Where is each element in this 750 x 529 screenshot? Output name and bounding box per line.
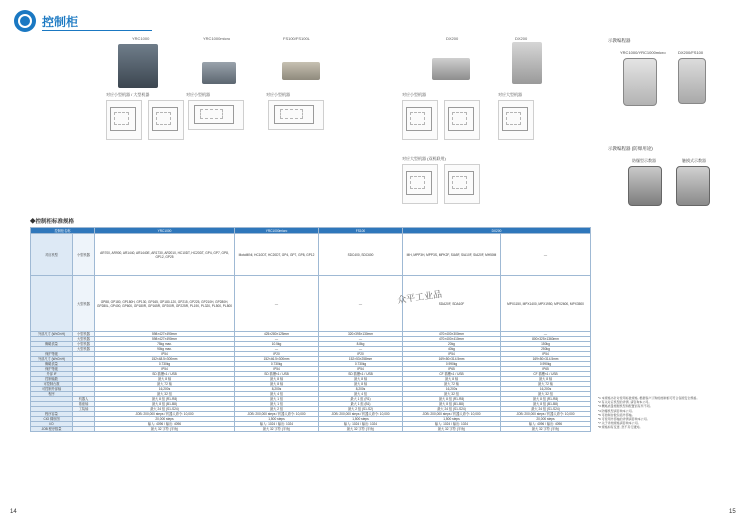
pendant-heading-2: 示教编程器 (防爆用途) [608, 146, 653, 151]
table-cell: 最大 8 轴 [235, 377, 319, 382]
controller-image-fs100 [282, 62, 320, 80]
table-cell: — [501, 332, 591, 337]
table-cell: — [501, 234, 591, 276]
product-name-2: YRC1000micro [203, 36, 231, 41]
table-cell: 最大 32 组 [403, 392, 501, 397]
table-cell: 0.730kg [319, 362, 403, 367]
table-cell: 输入: 1024 / 输出: 1024 [235, 422, 319, 427]
table-cell: 最大 32 字符 (半角) [235, 427, 319, 432]
row-category-cell: 可控制外部轴 [31, 387, 73, 392]
table-cell: 20kg [403, 342, 501, 347]
table-cell: 最大 8 组 (R1-R8) [95, 397, 235, 402]
dimension-drawing-1a [106, 100, 142, 140]
table-cell: IP20 [319, 352, 403, 357]
table-cell: 16,200s [501, 387, 591, 392]
table-cell: 最大 24 组 (S1-S24) [501, 407, 591, 412]
spec-table [30, 227, 591, 432]
dimension-drawing-4a [402, 100, 438, 140]
table-cell: 最大 1 组 [235, 402, 319, 407]
table-cell: 8,200s [319, 387, 403, 392]
table-cell: IP54 [95, 352, 235, 357]
table-cell: 最大 8 组 (R1-R8) [501, 397, 591, 402]
table-cell: 最大 8 组 (B1-B8) [501, 402, 591, 407]
footnotes [598, 396, 748, 430]
dimension-drawing-6a [402, 164, 438, 204]
table-cell: SD 插槽×1 / USB [95, 372, 235, 377]
row-category-cell: 概略质量 [31, 362, 73, 367]
row-category-cell: 外部 IF [31, 372, 73, 377]
row-category-cell: JOB 程序数量 [31, 427, 73, 432]
product-name-3: FS100/FS100L [283, 36, 310, 41]
table-cell: 最大 4 组 [235, 392, 319, 397]
table-cell: 425×280×125mm [235, 332, 319, 337]
spec-header-cell: YRC1000 [95, 228, 235, 234]
table-cell: — [319, 337, 403, 342]
row-category-cell: 保护等级 [31, 367, 73, 372]
pendant-image-4 [676, 166, 710, 206]
row-category-cell: 程序容量 [31, 412, 73, 417]
table-cell: — [235, 347, 319, 352]
product-name-1: YRC1000 [132, 36, 150, 41]
pendant-heading-1: 示教编程器 [608, 38, 631, 43]
product-name-4: DX200 [446, 36, 459, 41]
table-cell: 最大 1 组 (R1) [319, 397, 403, 402]
table-cell: 最大 32 字符 (半角) [403, 427, 501, 432]
table-cell: 最大 1 组 [235, 397, 319, 402]
figure-label-6: 对应大型机器 (双机联用) [402, 156, 446, 161]
table-cell: 0.730kg [235, 362, 319, 367]
table-cell: — [319, 347, 403, 352]
table-cell: 最大 8 组 (B1-B8) [95, 402, 235, 407]
table-cell: 598×427×490mm [95, 337, 235, 342]
table-cell: 20,000 steps [95, 417, 235, 422]
table-cell: IP65 [403, 367, 501, 372]
page-title: 控制柜 [42, 15, 79, 29]
row-sub-cell: 机器人 [73, 397, 95, 402]
table-row [31, 234, 591, 276]
table-cell: 0.990kg [403, 362, 501, 367]
page-number-right: 15 [729, 509, 736, 515]
dimension-drawing-3 [268, 100, 324, 130]
pendant-image-1 [623, 58, 657, 106]
pendant-image-2 [678, 58, 706, 104]
table-cell: 最大 32 字符 (半角) [501, 427, 591, 432]
footnote: *2 有关对应机型的详情, 请咨询本公司。 [598, 400, 652, 405]
table-cell: 152×48.5×300mm [95, 357, 235, 362]
table-cell: 最大 32 字符 (半角) [95, 427, 235, 432]
row-sub-cell: 基座轴 [73, 402, 95, 407]
table-cell: 最大 8 组 (R1-R8) [403, 397, 501, 402]
row-category-cell: 保护等级 [31, 352, 73, 357]
table-cell: IP54 [319, 367, 403, 372]
table-cell: — [319, 276, 403, 332]
table-cell: 152×53×258mm [319, 357, 403, 362]
table-cell: 最大 72 轴 [403, 382, 501, 387]
row-category-cell: 对应机型 [31, 234, 73, 276]
figure-label-3: 对应小型机器 [266, 92, 290, 97]
row-category-cell: 程序 [31, 392, 73, 397]
footnote: *8 规格如有变更, 恕不另行通知。 [598, 425, 643, 430]
footnote: *1 本规格书针对使用标准规格, 根据客户订购的控制柜可符合各国安全规格。 [598, 396, 700, 400]
table-cell: JOB: 200,000 steps / 机器人命令: 10,000 [403, 412, 501, 417]
table-cell: 最大 32 组 [95, 392, 235, 397]
table-cell: 8.8kg [319, 342, 403, 347]
table-cell: MotoMINI, HC10DT, HC20DT, GP4, GP7, GP8, GP12 [235, 234, 319, 276]
pendant-image-3 [628, 166, 662, 206]
table-cell: 最大 8 轴 [319, 382, 403, 387]
table-cell: 最大 8 轴 [501, 377, 591, 382]
table-cell: 1,500 steps [235, 417, 319, 422]
page-number-left: 14 [10, 509, 17, 515]
controller-image-dx200-large [512, 42, 542, 84]
table-cell: 最大 2 组 [235, 407, 319, 412]
spec-header-cell: FS100 [319, 228, 403, 234]
spec-table-body [31, 234, 591, 432]
table-cell: JOB: 200,000 steps / 机器人命令: 10,000 [501, 412, 591, 417]
row-sub-cell: 大型机器 [73, 337, 95, 342]
dimension-drawing-5 [498, 100, 534, 140]
table-cell: MH, MPP3H, MPP3S, MPK2F, SIA5F, SIA10F, SIA20F, MH50M [403, 234, 501, 276]
table-cell: 最大 24 组 (S1-S24) [403, 407, 501, 412]
table-cell: 598×427×490mm [95, 332, 235, 337]
table-cell: 470×400×300mm [403, 332, 501, 337]
table-cell: 输入: 4096 / 输出: 4096 [95, 422, 235, 427]
table-cell: 152×46.5×300mm [235, 357, 319, 362]
table-cell: 最大 8 轴 [95, 377, 235, 382]
controller-image-yrc1000 [118, 44, 158, 88]
table-cell: 最大 24 组 (S1-S24) [95, 407, 235, 412]
row-category-cell: 外部尺寸 (W×D×H) [31, 357, 73, 362]
table-cell: 输入: 1024 / 输出: 1024 [319, 422, 403, 427]
spec-header-cell: DX200 [403, 228, 591, 234]
table-cell: 8,200s [235, 387, 319, 392]
table-cell: IP54 [235, 367, 319, 372]
table-cell: 40kg [403, 347, 501, 352]
footnote: *4 防爆机型请咨询本公司。 [598, 408, 635, 413]
pendant-label-3: 防爆型示教器 [632, 158, 656, 163]
table-cell: 最大 8 轴 [235, 382, 319, 387]
table-cell: 0.730kg [95, 362, 235, 367]
row-category-cell: 可控制台数 [31, 382, 73, 387]
row-category-cell: 概略质量 [31, 342, 73, 347]
table-cell: IP54 [501, 352, 591, 357]
table-cell: 1,500 steps [403, 417, 501, 422]
footnote: *6 可使用外部轴的详情请咨询本公司。 [598, 417, 650, 422]
table-cell: 16,200s [95, 387, 235, 392]
table-cell: 150kg [501, 342, 591, 347]
table-cell: SD 插槽×1 / USB [319, 372, 403, 377]
table-cell: 90kg max. [95, 347, 235, 352]
spec-header-cell: 控制柜名称 [31, 228, 95, 234]
pendant-label-1: YRC1000/YRC1000micro [620, 50, 666, 55]
table-cell: 最大 32 字符 (半角) [319, 427, 403, 432]
table-cell: 20,000 steps [501, 417, 591, 422]
table-cell: SDA20F, SDA10F [403, 276, 501, 332]
table-cell: — [235, 337, 319, 342]
row-sub-cell: 小型机器 [73, 234, 95, 276]
dimension-drawing-4b [444, 100, 480, 140]
table-cell: IP20 [235, 352, 319, 357]
spec-header-cell: YRC1000micro [235, 228, 319, 234]
footnote: *5 可控制台数包括外部轴。 [598, 412, 635, 417]
table-cell: 最大 72 轴 [501, 382, 591, 387]
table-cell: 最大 8 轴 [403, 377, 501, 382]
row-category-cell: CIO 梯形图 [31, 417, 73, 422]
table-row [31, 276, 591, 332]
row-category-cell: 控制轴数 [31, 377, 73, 382]
title-bullet-icon [14, 10, 36, 32]
table-cell: 800×325×1360mm [501, 337, 591, 342]
table-cell: CF 插槽×1 / USB [403, 372, 501, 377]
table-cell: 1,500 steps [319, 417, 403, 422]
table-cell: IP54 [403, 352, 501, 357]
table-cell: 输入: 4096 / 输出: 4096 [501, 422, 591, 427]
controller-image-yrc1000micro [202, 62, 236, 84]
table-cell: CF 插槽×1 / USB [501, 372, 591, 377]
table-cell: GP88, GP180, GP180H, GP130, GP165, GP180-120, GP215, GP225, GP210H, GP280H, GP280L, GP400, GP600, GP180R, GP165R, GP200R, GP225R, PL190, PL320, PL500, PL800 [95, 276, 235, 332]
table-cell: IP54 [95, 367, 235, 372]
table-cell: JOB: 200,000 steps / 机器人命令: 10,000 [95, 412, 235, 417]
row-sub-cell: 小型机器 [73, 342, 95, 347]
table-cell: 输入: 1024 / 输出: 1024 [403, 422, 501, 427]
dimension-drawing-1b [148, 100, 184, 140]
row-sub-cell: 小型机器 [73, 332, 95, 337]
footnote: *7 关于详细规格请咨询本公司。 [598, 421, 641, 426]
table-cell: JOB: 200,000 steps / 机器人命令: 10,000 [235, 412, 319, 417]
table-cell: IP65 [501, 367, 591, 372]
title-underline [42, 30, 152, 31]
table-cell: 最大 72 轴 [95, 382, 235, 387]
table-cell: 10.5kg [235, 342, 319, 347]
row-category-cell: I/O [31, 422, 73, 427]
dimension-drawing-2 [188, 100, 244, 130]
controller-image-dx200-small [432, 58, 470, 80]
table-cell: 169×50×314.5mm [501, 357, 591, 362]
figure-label-5: 对应大型机器 [498, 92, 522, 97]
row-sub-cell: 大型机器 [73, 276, 95, 332]
table-cell: 75kg max. [95, 342, 235, 347]
pendant-label-4: 触摸式示教器 [682, 158, 706, 163]
table-cell: SD 插槽×1 / USB [235, 372, 319, 377]
table-cell: 最大 32 组 [501, 392, 591, 397]
dimension-drawing-6b [444, 164, 480, 204]
table-cell: MPX1150, MPX1400, MPX1950, MPX2600, MPX3500 [501, 276, 591, 332]
figure-label-2: 对应小型机器 [186, 92, 210, 97]
figure-label-1: 对应小型机器 / 大型机器 [106, 92, 150, 97]
table-cell: 最大 8 组 (B1-B8) [403, 402, 501, 407]
product-name-5: DX200 [515, 36, 528, 41]
spec-title: ◆控制柜标准规格 [30, 219, 75, 225]
row-category-cell [31, 276, 73, 332]
row-sub-cell: 大型机器 [73, 347, 95, 352]
row-sub-cell [73, 427, 95, 432]
row-sub-cell: 工装轴 [73, 407, 95, 412]
watermark-text: 众平工业品 [396, 288, 443, 306]
table-cell: JOB: 200,000 steps / 机器人命令: 10,000 [319, 412, 403, 417]
table-cell: AR700, AR900, AR1440, AR1440E, AR1730, AR2010, HC10DT, HC20DT, GP4, GP7, GP8, GP12, GP25 [95, 234, 235, 276]
section-title [14, 10, 174, 36]
table-cell: — [235, 276, 319, 332]
table-cell: 最大 1 组 (B1) [319, 402, 403, 407]
table-cell: 最大 4 组 [319, 392, 403, 397]
table-cell: 470×400×410mm [403, 337, 501, 342]
pendant-label-2: DX200/FS100 [678, 50, 704, 55]
table-cell: 169×50×314.5mm [403, 357, 501, 362]
table-cell: SDC400, SDC600 [319, 234, 403, 276]
table-cell: 0.990kg [501, 362, 591, 367]
row-category-cell: 外部尺寸 (W×D×H) [31, 332, 73, 337]
table-cell: 最大 8 轴 [319, 377, 403, 382]
figure-label-4: 对应小型机器 [402, 92, 426, 97]
table-cell: 16,200s [403, 387, 501, 392]
table-cell: 250kg [501, 347, 591, 352]
table-row [31, 427, 591, 432]
footnote: *3 概略质量根据机型和配置而有所不同。 [598, 404, 653, 409]
table-cell: 最大 2 组 (S1-S2) [319, 407, 403, 412]
table-cell: 320×395×130mm [319, 332, 403, 337]
